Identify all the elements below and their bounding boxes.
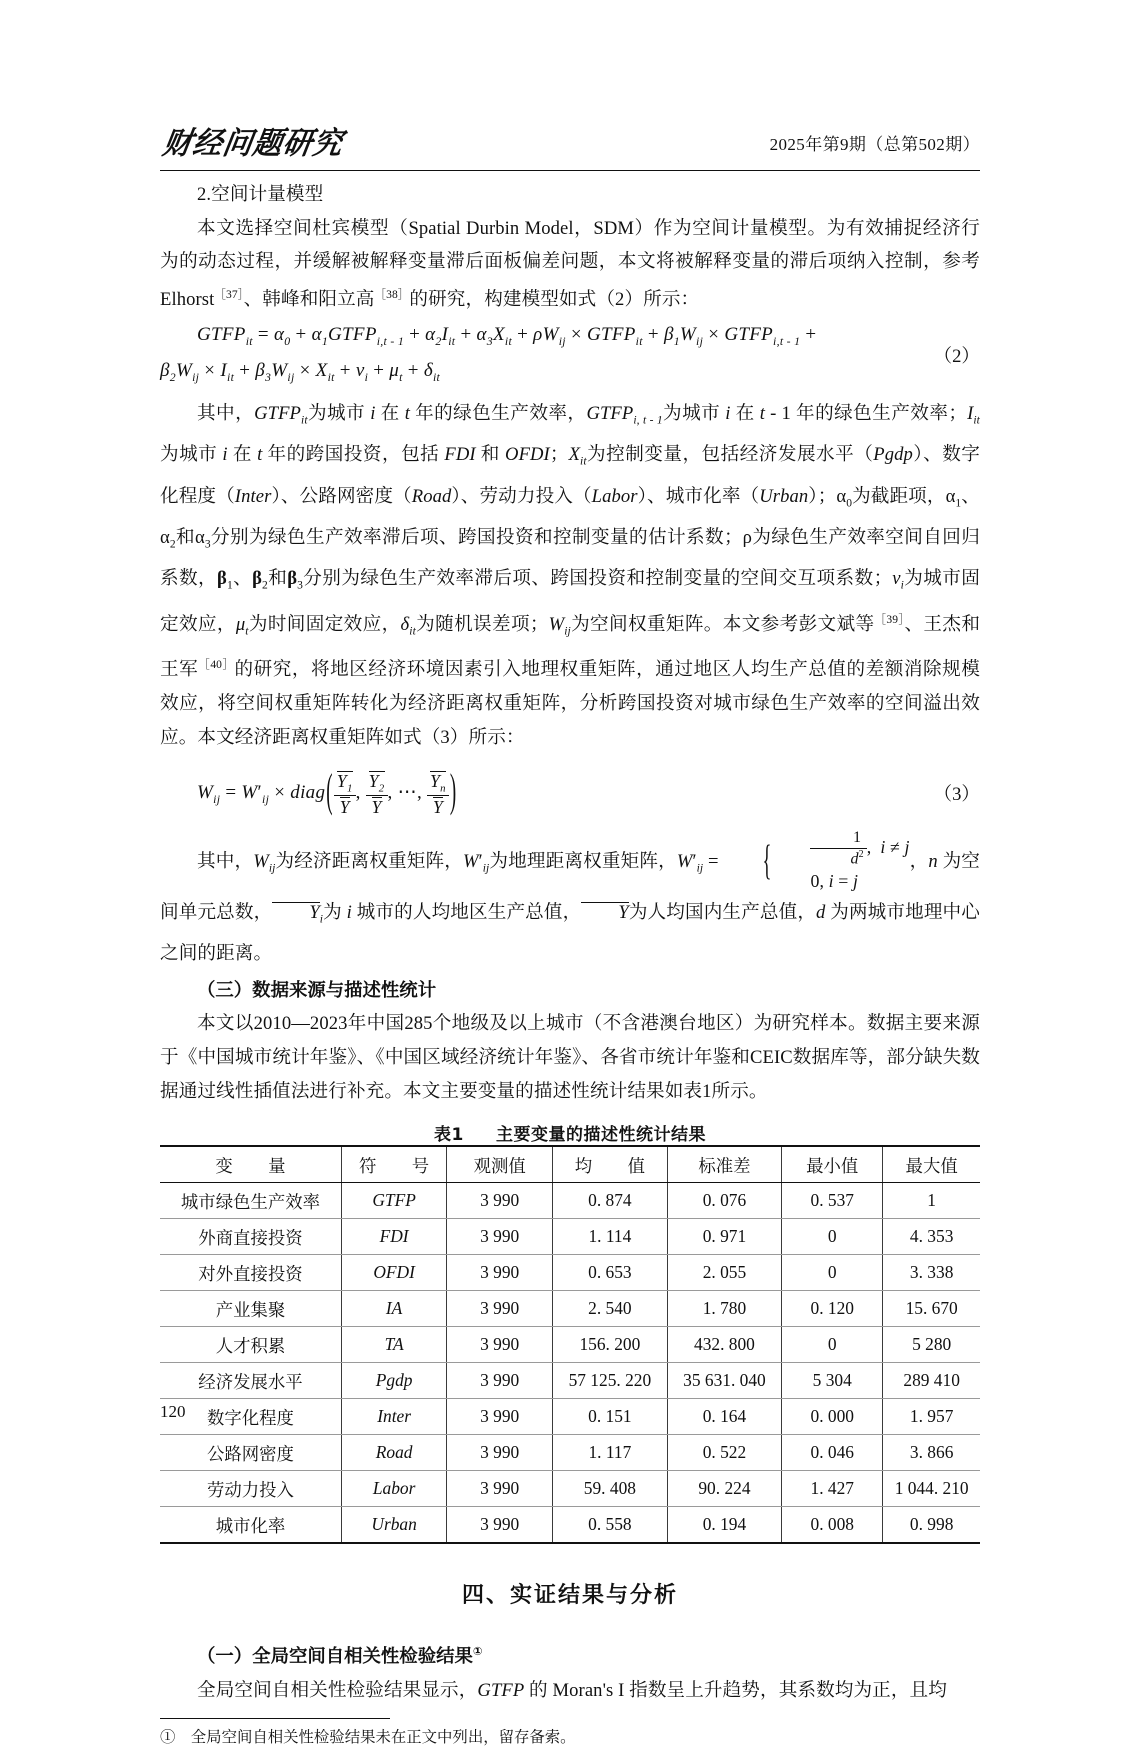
cell-min: 0. 537 <box>782 1183 883 1219</box>
cell-mean: 0. 874 <box>553 1183 668 1219</box>
cell-symbol: Road <box>341 1435 446 1471</box>
table-caption-label: 表1 <box>434 1125 464 1146</box>
cell-obs: 3 990 <box>447 1507 553 1544</box>
cell-sd: 0. 971 <box>667 1219 781 1255</box>
cell-max: 1 044. 210 <box>883 1471 980 1507</box>
table-row <box>160 1399 980 1435</box>
cell-max: 289 410 <box>883 1363 980 1399</box>
footnote-divider <box>160 1718 390 1719</box>
cell-min: 0. 008 <box>782 1507 883 1544</box>
col-header-obs: 观测值 <box>447 1146 553 1183</box>
cell-mean: 1. 114 <box>553 1219 668 1255</box>
cell-variable: 产业集聚 <box>160 1291 341 1327</box>
table-row <box>160 1363 980 1399</box>
document-body <box>160 178 980 1751</box>
cell-symbol: GTFP <box>341 1183 446 1219</box>
cell-variable: 公路网密度 <box>160 1435 341 1471</box>
table-row <box>160 1291 980 1327</box>
table-row <box>160 1435 980 1471</box>
cell-obs: 3 990 <box>447 1399 553 1435</box>
header-divider <box>160 170 980 171</box>
cell-max: 0. 998 <box>883 1507 980 1544</box>
cell-min: 0 <box>782 1219 883 1255</box>
equation-2-number: （2） <box>933 345 980 367</box>
cell-mean: 0. 151 <box>553 1399 668 1435</box>
heading-spatial-model: 2.空间计量模型 <box>197 184 324 205</box>
paragraph-model-intro: 本文选择空间杜宾模型（Spatial Durbin Model，SDM）作为空间计量模型。为有效捕捉经济行为的动态过程，并缓解被解释变量滞后面板偏差问题，本文将被解释变量的滞后项纳入控制，参考 Elhorst$^{[37]}$、韩峰和阳立高$^{[38]}$的研究，构建模型如式（2）所示： <box>160 217 980 310</box>
paragraph-data-source: 本文以2010—2023年中国285个地级及以上城市（不含港澳台地区）为研究样本。数据主要来源于《中国城市统计年鉴》、《中国区域经济统计年鉴》、各省市统计年鉴和CEIC数据库等，部分缺失数据通过线性插值法进行补充。本文主要变量的描述性统计结果如表1所示。 <box>160 1013 980 1102</box>
col-header-mean: 均 值 <box>553 1146 668 1183</box>
table-block <box>160 1120 980 1544</box>
table-row <box>160 1327 980 1363</box>
cell-variable: 对外直接投资 <box>160 1255 341 1291</box>
cell-min: 0 <box>782 1327 883 1363</box>
cell-max: 3. 866 <box>883 1435 980 1471</box>
cell-symbol: FDI <box>341 1219 446 1255</box>
cell-max: 15. 670 <box>883 1291 980 1327</box>
cell-max: 4. 353 <box>883 1219 980 1255</box>
cell-max: 3. 338 <box>883 1255 980 1291</box>
cell-sd: 90. 224 <box>667 1471 781 1507</box>
table-header-row <box>160 1146 980 1183</box>
table-row <box>160 1471 980 1507</box>
cell-symbol: Inter <box>341 1399 446 1435</box>
col-header-min: 最小值 <box>782 1146 883 1183</box>
issue-info: 2025年第9期（总第502期） <box>769 135 980 154</box>
piecewise-brace: { <box>762 837 772 886</box>
cell-variable: 经济发展水平 <box>160 1363 341 1399</box>
paragraph-notation: 其中，$GTFP_{it}$为城市 i 在 t 年的绿色生产效率，$GTFP_{i, t - 1}$为城市 i 在 t - 1 年的绿色生产效率；$I_{it}$为城市 i 在 t 年的跨国投资，包括 FDI 和 OFDI；$X_{it}$为控制变量，包括经济发展水平（Pgdp）、数字化程度（Inter）、公路网密度（Road）、劳动力投入（Labor）、城市化率（Urban）；$\alpha_0$为截距项，$\alpha_1$、$\alpha_2$和$\alpha_3$分别为绿色生产效率滞后项、跨国投资和控制变量的估计系数；ρ为绿色生产效率空间自回归系数，$\beta_1$、$\beta_2$和$\beta_3$分别为绿色生产效率滞后项、跨国投资和控制变量的空间交互项系数；$\nu_i$为城市固定效应，$\mu_t$为时间固定效应，$\delta_{it}$为随机误差项；$W_{ij}$为空间权重矩阵。本文参考彭文斌等$^{[39]}$、王杰和王军$^{[40]}$的研究，将地区经济环境因素引入地理权重矩阵，通过地区人均生产总值的差额消除规模效应，将空间权重矩阵转化为经济距离权重矩阵，分析跨国投资对城市绿色生产效率的空间溢出效应。本文经济距离权重矩阵如式（3）所示： <box>160 403 981 748</box>
cell-obs: 3 990 <box>447 1363 553 1399</box>
cell-variable: 外商直接投资 <box>160 1219 341 1255</box>
table-row <box>160 1255 980 1291</box>
cell-obs: 3 990 <box>447 1183 553 1219</box>
table-row <box>160 1507 980 1544</box>
cell-sd: 0. 522 <box>667 1435 781 1471</box>
col-header-symbol: 符 号 <box>341 1146 446 1183</box>
col-header-variable: 变 量 <box>160 1146 341 1183</box>
heading-data-source: （三）数据来源与描述性统计 <box>197 979 437 1001</box>
cell-max: 5 280 <box>883 1327 980 1363</box>
cell-mean: 0. 558 <box>553 1507 668 1544</box>
cell-mean: 57 125. 220 <box>553 1363 668 1399</box>
cell-symbol: Labor <box>341 1471 446 1507</box>
footnote-block <box>160 1718 980 1751</box>
cell-variable: 人才积累 <box>160 1327 341 1363</box>
piecewise-cases: $\frac{1}{d^2}$ , i ≠ j 0, i = j <box>810 829 910 892</box>
heading-moran-text: （一）全局空间自相关性检验结果 <box>197 1646 473 1668</box>
col-header-max: 最大值 <box>883 1146 980 1183</box>
page-header <box>160 122 980 168</box>
cell-variable: 城市化率 <box>160 1507 341 1544</box>
cell-sd: 35 631. 040 <box>667 1363 781 1399</box>
fraction-yn-ybar: $\frac{Y_n}{Y}$ <box>427 771 449 817</box>
fraction-y2-ybar: $\frac{Y_2}{Y}$ <box>366 771 388 817</box>
cell-mean: 156. 200 <box>553 1327 668 1363</box>
cell-sd: 0. 164 <box>667 1399 781 1435</box>
footnote-text: ① 全局空间自相关性检验结果未在正文中列出，留存备索。 <box>160 1728 576 1746</box>
cell-mean: 59. 408 <box>553 1471 668 1507</box>
cell-sd: 0. 194 <box>667 1507 781 1544</box>
equation-3-number: （3） <box>933 784 980 806</box>
table-row <box>160 1219 980 1255</box>
equation-3 <box>160 764 980 822</box>
cell-min: 0 <box>782 1255 883 1291</box>
table-caption <box>160 1120 980 1145</box>
cell-obs: 3 990 <box>447 1435 553 1471</box>
descriptive-statistics-table <box>160 1145 980 1544</box>
cell-variable: 劳动力投入 <box>160 1471 341 1507</box>
cell-obs: 3 990 <box>447 1255 553 1291</box>
cell-sd: 1. 780 <box>667 1291 781 1327</box>
heading-moran <box>160 1635 980 1674</box>
cell-mean: 2. 540 <box>553 1291 668 1327</box>
cell-min: 5 304 <box>782 1363 883 1399</box>
cell-variable: 城市绿色生产效率 <box>160 1183 341 1219</box>
cell-min: 0. 120 <box>782 1291 883 1327</box>
cell-symbol: Pgdp <box>341 1363 446 1399</box>
journal-logo: 财经问题研究 <box>160 124 347 161</box>
fraction-y1-ybar: $\frac{Y_1}{Y}$ <box>334 771 356 817</box>
cell-obs: 3 990 <box>447 1291 553 1327</box>
paragraph-weight-matrix: 其中，$W_{ij}$为经济距离权重矩阵，$W'_{ij}$为地理距离权重矩阵，$W'_{ij}$ = { $\frac{1}{d^2}$ , i ≠ j 0, i = j ，n 为空间单元总数， $Y_i$为 i 城市的人均地区生产总值， Y为人均国内生产总值，d 为两城市地理中心之间的距离。 <box>160 830 980 971</box>
cell-min: 0. 000 <box>782 1399 883 1435</box>
equation-2-line-1: $GTFP_{it} = \alpha_0$ + $\alpha_1GTFP_{i,t - 1} + \alpha_2I_{it} + \alpha_3X_{it} + \rho W_{ij}$ × $GTFP_{it} + \beta_1W_{ij}$ × $GTFP_{i,t - 1}$ + <box>197 323 817 348</box>
col-header-sd: 标准差 <box>667 1146 781 1183</box>
cell-symbol: IA <box>341 1291 446 1327</box>
equation-2 <box>160 320 980 394</box>
table-row <box>160 1183 980 1219</box>
cell-variable: 数字化程度 <box>160 1399 341 1435</box>
equation-2-line-2: $\beta_2W_{ij} \times I_{it} + \beta_3W_{ij} \times X_{it} + \nu_i + \mu_t + \delta_{it}$ <box>160 360 441 385</box>
cell-mean: 0. 653 <box>553 1255 668 1291</box>
cell-symbol: OFDI <box>341 1255 446 1291</box>
cell-obs: 3 990 <box>447 1471 553 1507</box>
page-number: 120 <box>160 1402 186 1421</box>
table-body <box>160 1183 980 1544</box>
cell-max: 1 <box>883 1183 980 1219</box>
cell-max: 1. 957 <box>883 1399 980 1435</box>
cell-obs: 3 990 <box>447 1219 553 1255</box>
cell-symbol: Urban <box>341 1507 446 1544</box>
cell-symbol: TA <box>341 1327 446 1363</box>
cell-mean: 1. 117 <box>553 1435 668 1471</box>
cell-sd: 0. 076 <box>667 1183 781 1219</box>
table-caption-title: 主要变量的描述性统计结果 <box>495 1125 706 1146</box>
cell-obs: 3 990 <box>447 1327 553 1363</box>
section-heading-results: 四、实证结果与分析 <box>461 1583 678 1609</box>
equation-3-expression: $W_{ij} = W'_{ij}$ × diag( $\frac{Y_1}{Y}$ , $\frac{Y_2}{Y}$ , ⋯, $\frac{Y_n}{Y}$ ) <box>197 766 457 818</box>
footnote-marker: ① <box>472 1644 483 1659</box>
cell-sd: 2. 055 <box>667 1255 781 1291</box>
paragraph-moran: 全局空间自相关性检验结果显示，GTFP 的 Moran's I 指数呈上升趋势，其系数均为正，且均 <box>197 1679 947 1701</box>
cell-sd: 432. 800 <box>667 1327 781 1363</box>
cell-min: 0. 046 <box>782 1435 883 1471</box>
cell-min: 1. 427 <box>782 1471 883 1507</box>
